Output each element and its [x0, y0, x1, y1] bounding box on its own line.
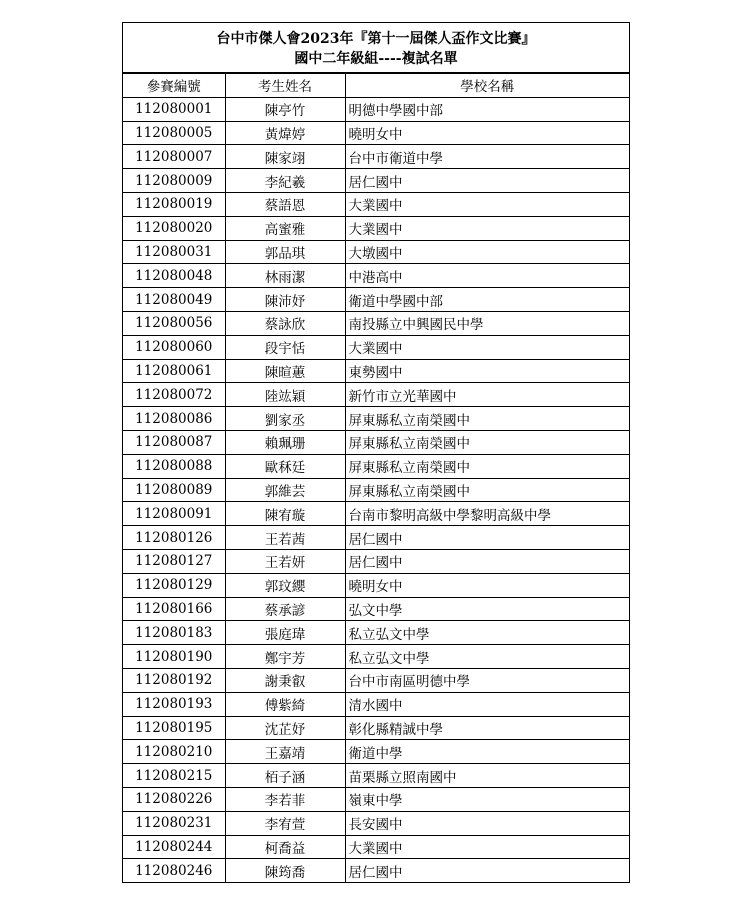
entry-number-cell: 112080127 — [123, 549, 225, 573]
entry-number-cell: 112080244 — [123, 835, 225, 859]
entry-number-cell: 112080009 — [123, 169, 225, 193]
student-name-cell: 郭維芸 — [225, 478, 345, 502]
student-name-cell: 謝秉叡 — [225, 668, 345, 692]
student-name-cell: 蔡詠欣 — [225, 311, 345, 335]
school-name-cell: 屏東縣私立南榮國中 — [345, 430, 629, 454]
table-row — [123, 573, 629, 597]
table-row — [123, 359, 629, 383]
school-name-cell: 南投縣立中興國民中學 — [345, 311, 629, 335]
table-row — [123, 240, 629, 264]
entry-number-cell: 112080195 — [123, 716, 225, 740]
table-row — [123, 835, 629, 859]
table-body — [123, 97, 629, 882]
entry-number-cell: 112080129 — [123, 573, 225, 597]
student-name-cell: 郭品琪 — [225, 240, 345, 264]
table-row — [123, 169, 629, 193]
roster-table — [123, 73, 629, 883]
table-row — [123, 430, 629, 454]
school-name-cell: 大業國中 — [345, 835, 629, 859]
entry-number-cell: 112080091 — [123, 502, 225, 526]
table-row — [123, 97, 629, 121]
student-name-cell: 王若茜 — [225, 526, 345, 550]
table-row — [123, 383, 629, 407]
table-row — [123, 216, 629, 240]
entry-number-cell: 112080005 — [123, 121, 225, 145]
entry-number-cell: 112080089 — [123, 478, 225, 502]
student-name-cell: 劉家丞 — [225, 407, 345, 431]
table-row — [123, 454, 629, 478]
school-name-cell: 居仁國中 — [345, 169, 629, 193]
school-name-cell: 屏東縣私立南榮國中 — [345, 454, 629, 478]
entry-number-cell: 112080061 — [123, 359, 225, 383]
student-name-cell: 柯喬益 — [225, 835, 345, 859]
school-name-cell: 新竹市立光華國中 — [345, 383, 629, 407]
school-name-cell: 大業國中 — [345, 335, 629, 359]
table-header-row — [123, 74, 629, 98]
school-name-cell: 大業國中 — [345, 192, 629, 216]
table-row — [123, 597, 629, 621]
table-row — [123, 811, 629, 835]
document-header — [123, 23, 629, 73]
entry-number-cell: 112080215 — [123, 764, 225, 788]
student-name-cell: 陳筠喬 — [225, 859, 345, 883]
student-name-cell: 蔡承諺 — [225, 597, 345, 621]
school-name-cell: 明德中學國中部 — [345, 97, 629, 121]
student-name-cell: 李若菲 — [225, 787, 345, 811]
entry-number-cell: 112080060 — [123, 335, 225, 359]
table-row — [123, 716, 629, 740]
entry-number-cell: 112080086 — [123, 407, 225, 431]
student-name-cell: 李紀羲 — [225, 169, 345, 193]
school-name-cell: 嶺東中學 — [345, 787, 629, 811]
student-name-cell: 鄭宇芳 — [225, 645, 345, 669]
entry-number-cell: 112080183 — [123, 621, 225, 645]
table-row — [123, 335, 629, 359]
school-name-cell: 台南市黎明高級中學黎明高級中學 — [345, 502, 629, 526]
student-name-cell: 王嘉靖 — [225, 740, 345, 764]
table-row — [123, 692, 629, 716]
student-name-cell: 蔡語恩 — [225, 192, 345, 216]
entry-number-cell: 112080166 — [123, 597, 225, 621]
entry-number-cell: 112080020 — [123, 216, 225, 240]
student-name-cell: 陳家翊 — [225, 145, 345, 169]
table-row — [123, 787, 629, 811]
entry-number-cell: 112080049 — [123, 288, 225, 312]
student-name-cell: 高蜜雅 — [225, 216, 345, 240]
student-name-cell: 陳宥璇 — [225, 502, 345, 526]
school-name-cell: 東勢國中 — [345, 359, 629, 383]
school-name-cell: 弘文中學 — [345, 597, 629, 621]
school-name-cell: 屏東縣私立南榮國中 — [345, 478, 629, 502]
table-row — [123, 526, 629, 550]
entry-number-cell: 112080001 — [123, 97, 225, 121]
school-name-cell: 清水國中 — [345, 692, 629, 716]
entry-number-cell: 112080048 — [123, 264, 225, 288]
school-name-cell: 中港高中 — [345, 264, 629, 288]
entry-number-cell: 112080007 — [123, 145, 225, 169]
table-row — [123, 621, 629, 645]
student-name-cell: 賴珮珊 — [225, 430, 345, 454]
entry-number-cell: 112080072 — [123, 383, 225, 407]
table-row — [123, 145, 629, 169]
student-name-cell: 郭玟纓 — [225, 573, 345, 597]
table-row — [123, 668, 629, 692]
entry-number-cell: 112080226 — [123, 787, 225, 811]
document-subtitle: 國中二年級組----複試名單 — [294, 51, 458, 67]
school-name-cell: 私立弘文中學 — [345, 621, 629, 645]
table-row — [123, 502, 629, 526]
table-row — [123, 764, 629, 788]
school-name-cell: 大業國中 — [345, 216, 629, 240]
student-name-cell: 傅紫綺 — [225, 692, 345, 716]
entry-number-cell: 112080019 — [123, 192, 225, 216]
school-name-cell: 長安國中 — [345, 811, 629, 835]
table-row — [123, 549, 629, 573]
student-name-cell: 段宇恬 — [225, 335, 345, 359]
entry-number-cell: 112080193 — [123, 692, 225, 716]
school-name-cell: 曉明女中 — [345, 121, 629, 145]
table-row — [123, 407, 629, 431]
header-school-name: 學校名稱 — [345, 74, 629, 98]
document-title: 台中市傑人會2023年『第十一屆傑人盃作文比賽』 — [216, 31, 536, 47]
entry-number-cell: 112080246 — [123, 859, 225, 883]
student-name-cell: 陸竑穎 — [225, 383, 345, 407]
student-name-cell: 王若妍 — [225, 549, 345, 573]
student-name-cell: 歐秝廷 — [225, 454, 345, 478]
school-name-cell: 大墩國中 — [345, 240, 629, 264]
student-name-cell: 黃煒婷 — [225, 121, 345, 145]
school-name-cell: 居仁國中 — [345, 549, 629, 573]
header-student-name: 考生姓名 — [225, 74, 345, 98]
table-row — [123, 192, 629, 216]
table-row — [123, 740, 629, 764]
table-row — [123, 311, 629, 335]
entry-number-cell: 112080056 — [123, 311, 225, 335]
entry-number-cell: 112080031 — [123, 240, 225, 264]
student-name-cell: 栢子涵 — [225, 764, 345, 788]
entry-number-cell: 112080210 — [123, 740, 225, 764]
school-name-cell: 居仁國中 — [345, 859, 629, 883]
table-row — [123, 288, 629, 312]
school-name-cell: 衛道中學 — [345, 740, 629, 764]
entry-number-cell: 112080088 — [123, 454, 225, 478]
school-name-cell: 苗栗縣立照南國中 — [345, 764, 629, 788]
table-row — [123, 859, 629, 883]
header-entry-number: 參賽編號 — [123, 74, 225, 98]
table-row — [123, 645, 629, 669]
table-row — [123, 121, 629, 145]
roster-sheet — [122, 22, 630, 883]
school-name-cell: 居仁國中 — [345, 526, 629, 550]
entry-number-cell: 112080126 — [123, 526, 225, 550]
student-name-cell: 林雨潔 — [225, 264, 345, 288]
school-name-cell: 台中市南區明德中學 — [345, 668, 629, 692]
student-name-cell: 陳暄蕙 — [225, 359, 345, 383]
entry-number-cell: 112080190 — [123, 645, 225, 669]
table-row — [123, 478, 629, 502]
school-name-cell: 台中市衛道中學 — [345, 145, 629, 169]
entry-number-cell: 112080087 — [123, 430, 225, 454]
entry-number-cell: 112080192 — [123, 668, 225, 692]
entry-number-cell: 112080231 — [123, 811, 225, 835]
table-row — [123, 264, 629, 288]
school-name-cell: 曉明女中 — [345, 573, 629, 597]
student-name-cell: 沈芷妤 — [225, 716, 345, 740]
school-name-cell: 彰化縣精誠中學 — [345, 716, 629, 740]
student-name-cell: 李宥萱 — [225, 811, 345, 835]
school-name-cell: 私立弘文中學 — [345, 645, 629, 669]
student-name-cell: 陳沛妤 — [225, 288, 345, 312]
student-name-cell: 張庭瑋 — [225, 621, 345, 645]
student-name-cell: 陳亭竹 — [225, 97, 345, 121]
school-name-cell: 衛道中學國中部 — [345, 288, 629, 312]
school-name-cell: 屏東縣私立南榮國中 — [345, 407, 629, 431]
